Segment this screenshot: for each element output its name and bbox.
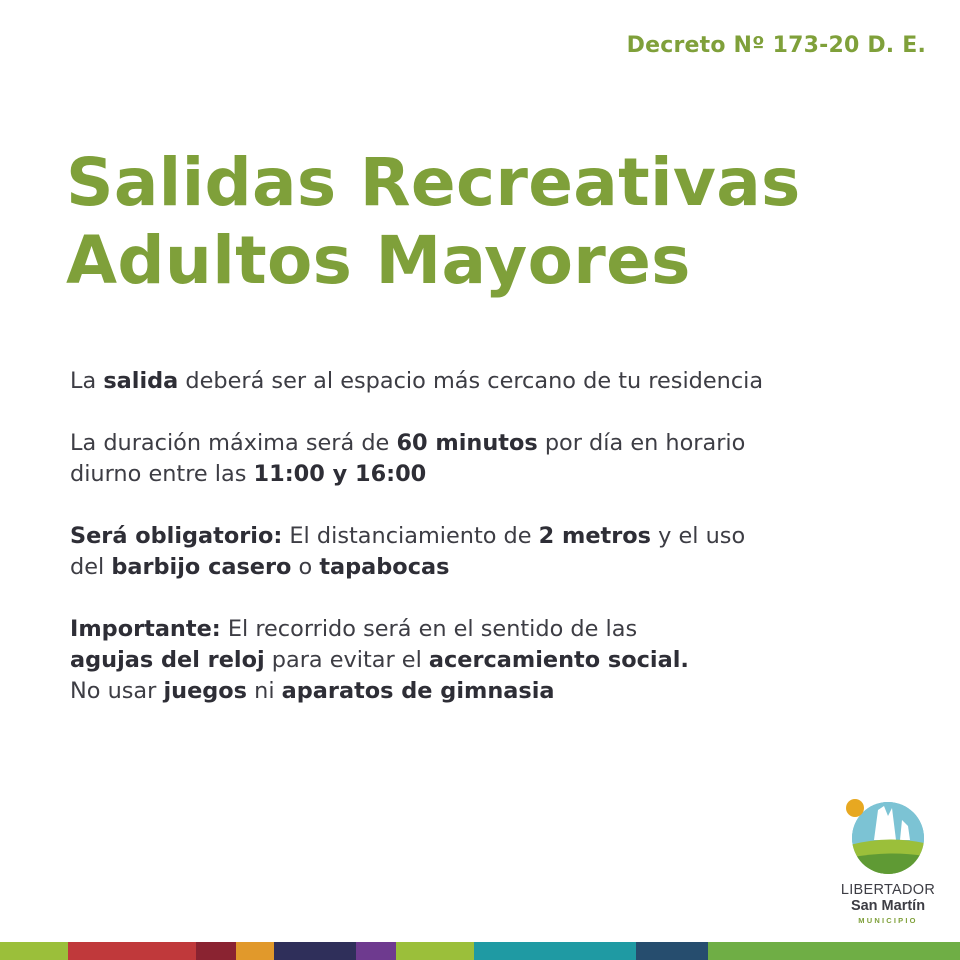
text: diurno entre las (70, 461, 254, 487)
stripe-segment (396, 942, 474, 960)
stripe-segment (236, 942, 274, 960)
paragraph-line (70, 366, 910, 397)
bold-text: acercamiento social. (428, 647, 689, 673)
text: o (291, 554, 320, 580)
paragraph-line (70, 676, 910, 707)
paragraph-duracion (70, 428, 910, 490)
bold-text: agujas del reloj (70, 647, 265, 673)
paragraph-importante (70, 614, 910, 707)
bold-text: Importante: (70, 616, 221, 642)
stripe-segment (474, 942, 636, 960)
title-line-1: Salidas Recreativas (66, 144, 801, 221)
bold-text: 11:00 y 16:00 (253, 461, 427, 487)
paragraph-line (70, 614, 910, 645)
text: El recorrido será en el sentido de las (220, 616, 638, 642)
logo-text-san-martin: San Martín (850, 898, 926, 914)
logo-emblem-icon (840, 796, 936, 880)
paragraph-line (70, 552, 910, 583)
text: No usar (70, 678, 164, 704)
stripe-segment (356, 942, 396, 960)
decree-number: Decreto Nº 173-20 D. E. (626, 33, 926, 58)
title-line-2: Adultos Mayores (66, 222, 691, 299)
paragraph-line (70, 459, 910, 490)
paragraph-salida (70, 366, 910, 397)
text: del (70, 554, 112, 580)
stripe-segment (274, 942, 356, 960)
text: por día en horario (537, 430, 746, 456)
logo-text-libertador: LIBERTADOR (840, 882, 936, 898)
bold-text: barbijo casero (111, 554, 292, 580)
bold-text: juegos (163, 678, 248, 704)
paragraph-line (70, 645, 910, 676)
municipio-logo (840, 796, 936, 928)
stripe-segment (636, 942, 708, 960)
stripe-segment (68, 942, 196, 960)
bold-text: 60 minutos (396, 430, 538, 456)
stripe-segment (196, 942, 236, 960)
logo-text-municipio: MUNICIPIO (858, 916, 918, 925)
text: deberá ser al espacio más cercano de tu residencia (178, 368, 764, 394)
color-stripe (0, 942, 960, 960)
bold-text: aparatos de gimnasia (281, 678, 555, 704)
bold-text: 2 metros (538, 523, 652, 549)
page-title (66, 144, 946, 300)
text: ni (247, 678, 282, 704)
content-body (70, 366, 910, 738)
text: El distanciamiento de (282, 523, 539, 549)
text: La duración máxima será de (70, 430, 397, 456)
bold-text: Será obligatorio: (70, 523, 283, 549)
bold-text: salida (103, 368, 179, 394)
paragraph-obligatorio (70, 521, 910, 583)
stripe-segment (0, 942, 68, 960)
paragraph-line (70, 521, 910, 552)
stripe-segment (708, 942, 960, 960)
text: La (70, 368, 104, 394)
paragraph-line (70, 428, 910, 459)
bold-text: tapabocas (319, 554, 450, 580)
text: para evitar el (264, 647, 429, 673)
text: y el uso (651, 523, 746, 549)
